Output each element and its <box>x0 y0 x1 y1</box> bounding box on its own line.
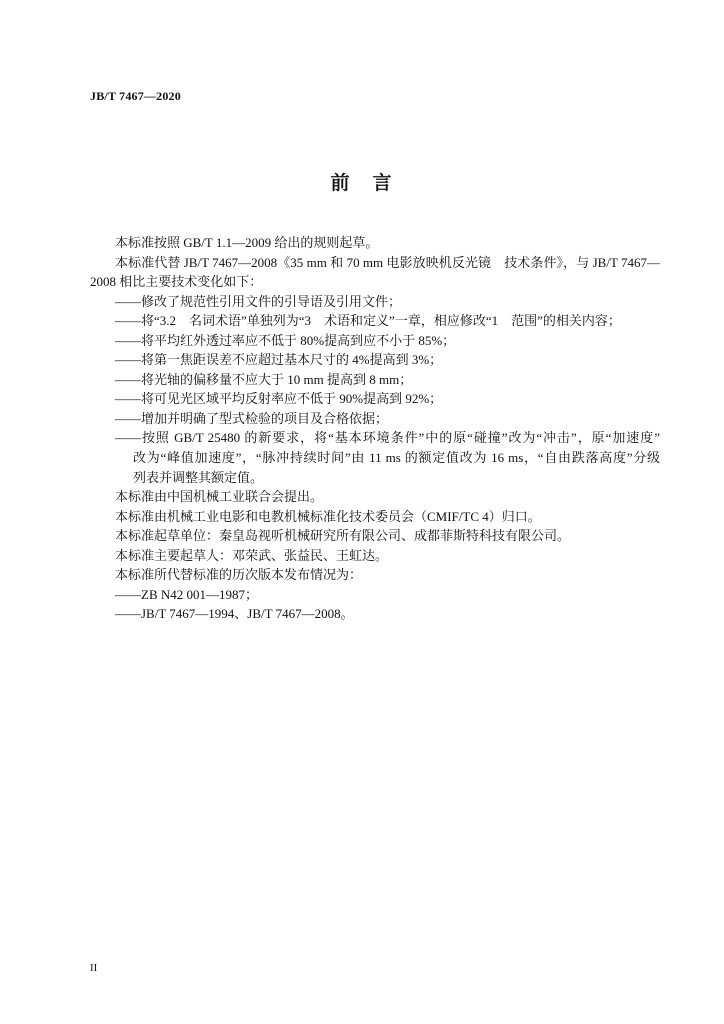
environment-change-line-3: 列表并调整其额定值。 <box>133 469 264 485</box>
change-item: ——将“3.2 名词术语”单独列为“3 术语和定义”一章，相应修改“1 范围”的相关内容； <box>115 313 621 329</box>
drafting-units-paragraph: 本标准起草单位：秦皇岛视听机械研究所有限公司、成都菲斯特科技有限公司。 <box>115 528 571 544</box>
drafting-rule-paragraph: 本标准按照 GB/T 1.1—2009 给出的规则起草。 <box>115 235 379 250</box>
environment-change-line-1: ——按照 GB/T 25480 的新要求，将“基本环境条件”中的原“碰撞”改为“冲击”，原“加速度” <box>115 430 660 446</box>
replacement-paragraph-line-1: 本标准代替 JB/T 7467—2008《35 mm 和 70 mm 电影放映机反光镜 技术条件》，与 JB/T 7467— <box>115 254 660 270</box>
change-item: ——增加并明确了型式检验的项目及合格依据； <box>115 410 389 426</box>
proposed-by-paragraph: 本标准由中国机械工业联合会提出。 <box>115 489 324 505</box>
change-item: ——将平均红外透过率应不低于 80%提高到应不小于 85%； <box>115 332 456 348</box>
history-intro-paragraph: 本标准所代替标准的历次版本发布情况为： <box>115 567 363 583</box>
environment-change-line-2: 改为“峰值加速度”，“脉冲持续时间”由 11 ms 的额定值改为 16 ms，“自由跌落高度”分级 <box>133 450 660 466</box>
change-item: ——将光轴的偏移量不应大于 10 mm 提高到 8 mm； <box>115 371 413 387</box>
standard-code-header: JB/T 7467—2020 <box>90 89 181 103</box>
change-item: ——将可见光区域平均反射率应不低于 90%提高到 92%； <box>115 391 443 407</box>
history-item: ——JB/T 7467—1994、JB/T 7467—2008。 <box>115 606 354 622</box>
drafters-paragraph: 本标准主要起草人：邓荣武、张益民、王虹达。 <box>115 547 389 563</box>
change-item: ——修改了规范性引用文件的引导语及引用文件； <box>115 293 402 309</box>
change-item: ——将第一焦距误差不应超过基本尺寸的 4%提高到 3%； <box>115 352 443 368</box>
page-number: II <box>90 962 98 974</box>
history-item: ——ZB N42 001—1987； <box>115 586 259 602</box>
replacement-paragraph-line-2: 2008 相比主要技术变化如下： <box>90 274 263 290</box>
jurisdiction-paragraph: 本标准由机械工业电影和电教机械标准化技术委员会（CMIF/TC 4）归口。 <box>115 508 541 524</box>
foreword-title: 前 言 <box>330 172 394 194</box>
foreword-body <box>90 233 690 624</box>
